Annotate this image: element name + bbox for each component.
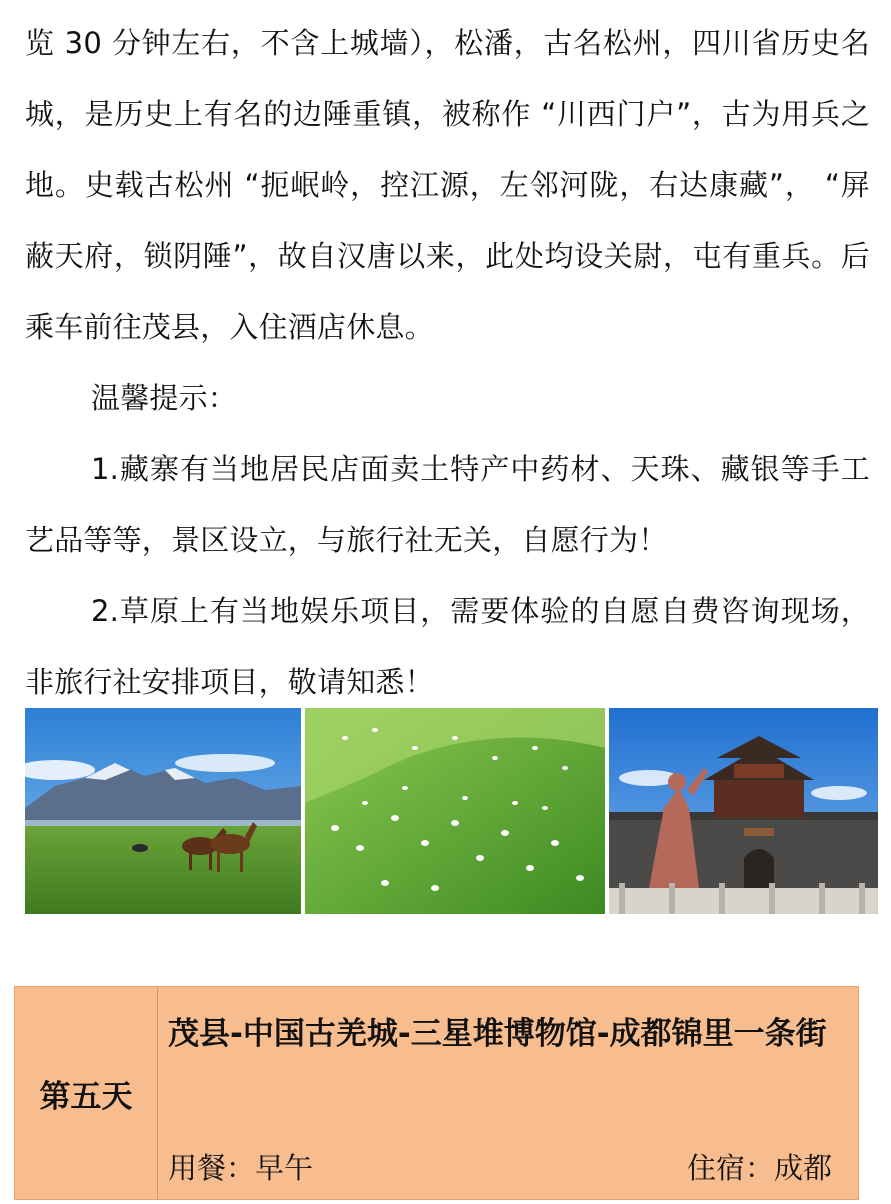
tip-item-2: 2.草原上有当地娱乐项目，需要体验的自愿自费咨询现场，非旅行社安排项目，敬请知悉！ bbox=[25, 594, 870, 699]
lodging-info: 住宿：成都 bbox=[686, 1151, 832, 1185]
day-label: 第五天 bbox=[39, 1078, 133, 1115]
day-details bbox=[158, 987, 858, 1199]
songzhou-city-gate-photo bbox=[609, 708, 878, 914]
sheep-grassland-photo bbox=[305, 708, 605, 914]
meal-lodging-row bbox=[168, 1146, 832, 1187]
day-label-cell bbox=[15, 987, 158, 1199]
day-5-schedule bbox=[14, 986, 859, 1200]
tip-item-1: 1.藏寨有当地居民店面卖土特产中药材、天珠、藏银等手工艺品等等，景区设立，与旅行社无关，自愿行为！ bbox=[25, 452, 870, 557]
horses-grassland-photo bbox=[25, 708, 301, 914]
meals-info: 用餐：早午 bbox=[168, 1151, 314, 1185]
photo-strip bbox=[25, 708, 878, 914]
itinerary-text bbox=[25, 8, 870, 718]
intro-paragraph: 览 30 分钟左右，不含上城墙），松潘，古名松州，四川省历史名城，是历史上有名的边陲重镇，被称作 “川西门户”，古为用兵之地。史载古松州 “扼岷岭，控江源，左邻河陇，右达康藏”， “屏蔽天府，锁阴陲”，故自汉唐以来，此处均设关尉，屯有重兵。后乘车前往茂县，入住酒店休息。 bbox=[25, 26, 870, 344]
route-title: 茂县-中国古羌城-三星堆博物馆-成都锦里一条街 bbox=[168, 1016, 827, 1052]
tips-heading: 温馨提示： bbox=[91, 381, 238, 415]
